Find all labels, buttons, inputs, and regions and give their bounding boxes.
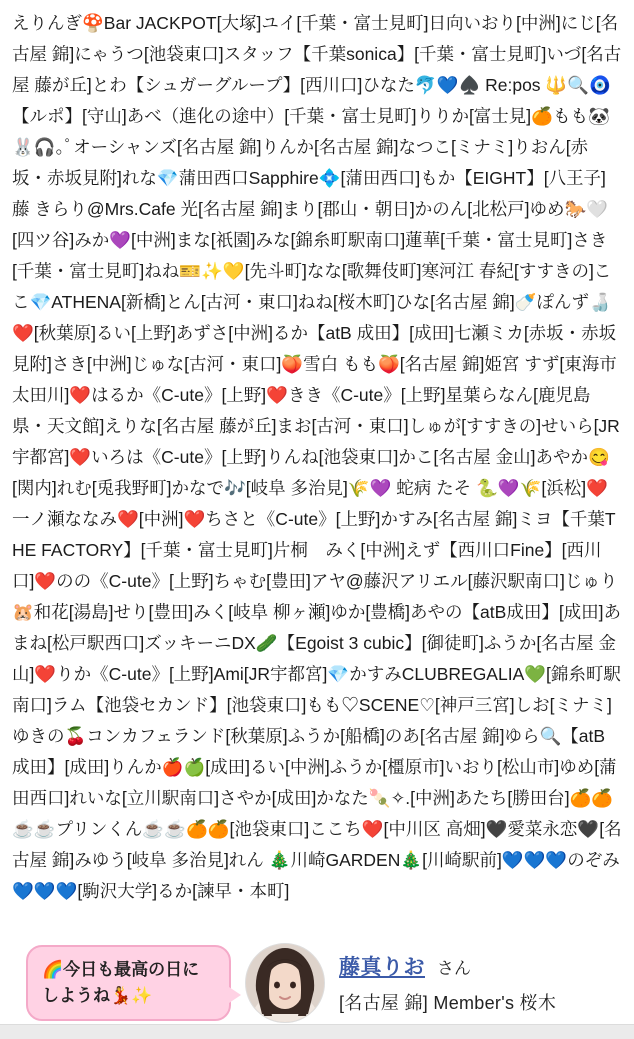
bottom-bar xyxy=(0,1024,634,1039)
member-name-row xyxy=(339,951,556,981)
avatar-image xyxy=(246,944,324,1022)
member-shop: [名古屋 錦] Member's 桜木 xyxy=(339,993,557,1013)
avatar[interactable] xyxy=(245,943,325,1023)
member-message-bubble: 🌈今日も最高の日にしようね💃✨ xyxy=(26,945,231,1021)
member-info xyxy=(339,951,556,1015)
member-name-suffix: さん xyxy=(437,959,471,978)
tag-stream[interactable]: えりんぎ🍄Bar JACKPOT[大塚]ユイ[千葉・富士見町]日向いおり[中洲]にじ[名古屋 錦]にゃうつ[池袋東口]スタッフ【千葉sonica】[千葉・富士見町]いづ[名古屋 藤が丘]とわ【シュガーグループ】[西川口]ひなた🐬💙♠️ Re:pos 🔱🔍🧿【ルポ】[守山]あべ（進化の途中）[千葉・富士見町]りりか[富士見]🍊もも🐼🐰🎧｡ﾟオーシャンズ[名古屋 錦]りんか[名古屋 錦]なつこ[ミナミ]りおん[赤坂・赤坂見附]れな💎蒲田西口Sapphire💠[蒲田西口]もか【EIGHT】[八王子]藤 きらり@Mrs.Cafe 光[名古屋 錦]まり[郡山・朝日]かのん[北松戸]ゆめ🐎🤍[四ツ谷]みか💜[中洲]まな[祇園]みな[錦糸町駅南口]蓮華[千葉・富士見町]さき[千葉・富士見町]ねね🎫✨💛[先斗町]なな[歌舞伎町]寒河江 春紀[すすきの]ここ💎ATHENA[新橋]とん[古河・東口]ねね[桜木町]ひな[名古屋 錦]🍼ぽんず🍶❤️[秋葉原]るい[上野]あずさ[中洲]るか【atB 成田】[成田]七瀬ミカ[赤坂・赤坂見附]さき[中洲]じゅな[古河・東口]🍑雪白 もも🍑[名古屋 錦]姫宮 すず[東海市 太田川]❤️はるか《C-ute》[上野]❤️きき《C-ute》[上野]星葉らなん[鹿児島県・天文館]えりな[名古屋 藤が丘]まお[古河・東口]しゅが[すすきの]せいら[JR宇都宮]❤️いろは《C-ute》[上野]りんね[池袋東口]かこ[名古屋 金山]あやか😋[関内]れむ[兎我野町]かなで🎶[岐阜 多治見]🌾💜 蛇病 たそ 🐍💜🌾[浜松]❤️一ノ瀬ななみ❤️[中洲]❤️ちさと《C-ute》[上野]かすみ[名古屋 錦]ミヨ【千葉THE FACTORY】[千葉・富士見町]片桐 みく[中洲]えず【西川口Fine】[西川口]❤️のの《C-ute》[上野]ちゃむ[豊田]アヤ@藤沢アリエル[藤沢駅南口]じゅり🐹和花[湯島]せり[豊田]みく[岐阜 柳ヶ瀬]ゆか[豊橋]あやの【atB成田】[成田]あまね[松戸駅西口]ズッキーニDX🥒【Egoist 3 cubic】[御徒町]ふうか[名古屋 金山]❤️りか《C-ute》[上野]Ami[JR宇都宮]💎かすみCLUBREGALIA💚[錦糸町駅南口]ラム【池袋セカンド】[池袋東口]もも♡SCENE♡[神戸三宮]しお[ミナミ]ゆきの🍒コンカフェランド[秋葉原]ふうか[船橋]のあ[名古屋 錦]ゆら🔍【atB成田】[成田]りんか🍎🍏[成田]るい[中洲]ふうか[橿原市]いおり[松山市]ゆめ[蒲田西口]れいな[立川駅南口]さやか[成田]かなた🍡✧.[中洲]あたち[勝田台]🍊🍊☕️☕️プリンくん☕️☕️🍊🍊[池袋東口]ここち❤️[中川区 高畑]🖤愛菜永恋🖤[名古屋 錦]みゆう[岐阜 多治見]れん 🎄川崎GARDEN🎄[川崎駅前]💙💙💙のぞみ💙💙💙[駒沢大学]るか[諫早・本町] xyxy=(12,13,622,901)
member-name-link[interactable]: 藤真りお xyxy=(339,956,425,979)
